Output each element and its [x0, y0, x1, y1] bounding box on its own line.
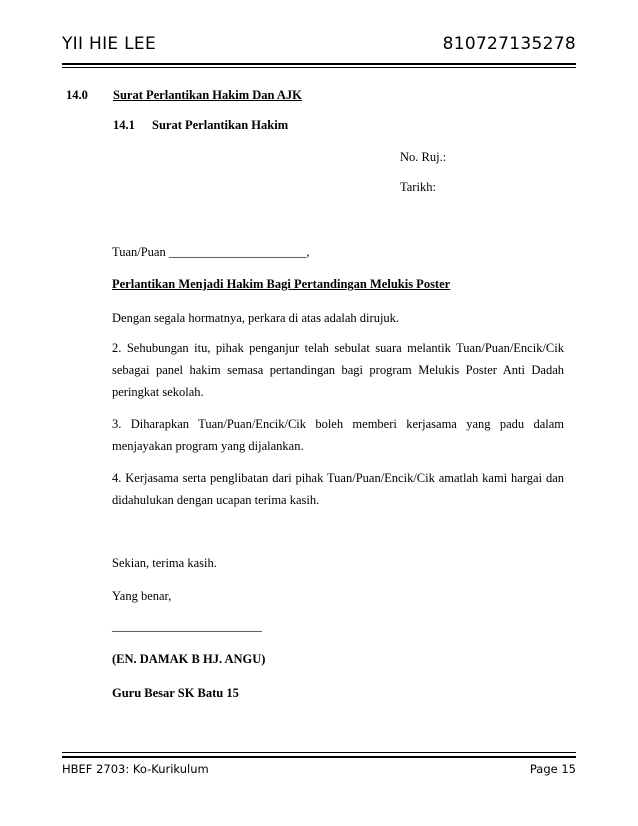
header-id-number: 810727135278 [442, 34, 576, 54]
footer-rule-thick [62, 756, 576, 758]
signer-name: (EN. DAMAK B HJ. ANGU) [112, 652, 266, 666]
header-rule-thick [62, 63, 576, 65]
page-header [62, 34, 576, 58]
paragraph-1: Dengan segala hormatnya, perkara di atas adalah dirujuk. [112, 311, 400, 325]
footer-course: HBEF 2703: Ko-Kurikulum [62, 762, 209, 776]
subsection-number: 14.1 [113, 118, 135, 132]
yang-benar: Yang benar, [112, 589, 172, 603]
section-number: 14.0 [66, 88, 88, 102]
subsection-title: Surat Perlantikan Hakim [152, 118, 289, 132]
section-title: Surat Perlantikan Hakim Dan AJK [113, 88, 302, 102]
signature-line: ________________________ [112, 619, 262, 633]
closing-text: Sekian, terima kasih. [112, 556, 217, 570]
date-label: Tarikh: [400, 180, 436, 194]
paragraph-3: 3. Diharapkan Tuan/Puan/Encik/Cik boleh memberi kerjasama yang padu dalam menjayakan program yang dijalankan. [112, 417, 564, 453]
footer-page-number: Page 15 [529, 762, 576, 776]
header-author: YII HIE LEE [62, 34, 157, 54]
paragraph-4: 4. Kerjasama serta penglibatan dari pihak Tuan/Puan/Encik/Cik amatlah kami hargai dan didahulukan dengan ucapan terima kasih. [112, 471, 564, 507]
signer-title: Guru Besar SK Batu 15 [112, 686, 239, 700]
header-rule-thin [62, 67, 576, 68]
page-footer [62, 762, 576, 780]
salutation: Tuan/Puan ______________________, [112, 245, 310, 259]
reference-number-label: No. Ruj.: [400, 150, 447, 164]
letter-subject: Perlantikan Menjadi Hakim Bagi Pertandingan Melukis Poster [112, 277, 451, 291]
footer-rule-thin [62, 752, 576, 753]
paragraph-2: 2. Sehubungan itu, pihak penganjur telah sebulat suara melantik Tuan/Puan/Encik/Cik sebagai panel hakim semasa pertandingan bagi program Melukis Poster Anti Dadah peringkat sekolah. [112, 341, 564, 399]
